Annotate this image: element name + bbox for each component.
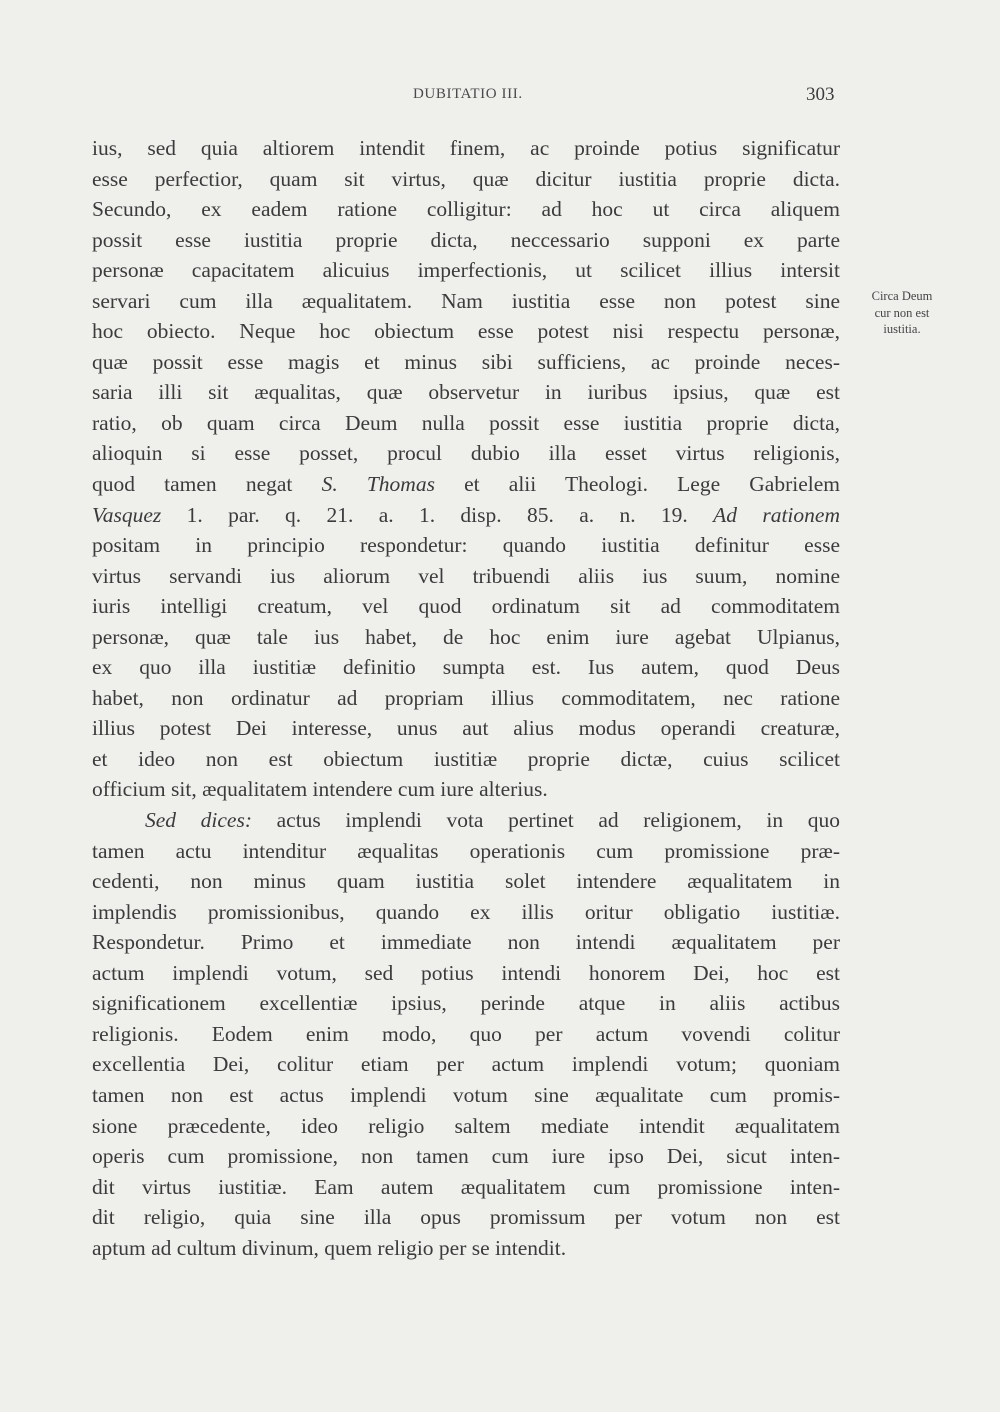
text-segment: possit esse iustitia proprie dicta, neccessario supponi ex parte [92,227,840,252]
text-segment: sione præcedente, ideo religio saltem mediate intendit æqualitatem [92,1113,840,1138]
text-segment: saria illi sit æqualitas, quæ observetur in iuribus ipsius, quæ est [92,380,840,405]
text-segment: actus implendi vota pertinet ad religionem, in quo [252,808,840,833]
text-line [92,438,840,469]
text-line [92,774,840,805]
text-segment: ratio, ob quam circa Deum nulla possit esse iustitia proprie dicta, [92,410,840,435]
text-line [92,622,840,653]
text-segment: operis cum promissione, non tamen cum iure ipso Dei, sicut inten- [92,1144,840,1169]
text-segment: et alii Theologi. Lege Gabrielem [434,472,841,497]
text-line [92,1202,840,1233]
marginal-note-line: iustitia. [883,322,921,336]
text-segment: habet, non ordinatur ad propriam illius commoditatem, nec ratione [92,685,840,710]
text-line [92,744,840,775]
text-segment: Secundo, ex eadem ratione colligitur: ad hoc ut circa aliquem [92,197,840,222]
text-line [92,255,840,286]
text-line [92,927,840,958]
text-line [92,1080,840,1111]
text-line [92,988,840,1019]
text-segment: Respondetur. Primo et immediate non intendi æqualitatem per [92,930,840,955]
text-line [92,500,840,531]
text-segment: religionis. Eodem enim modo, quo per actum vovendi colitur [92,1021,840,1046]
text-segment: personæ, quæ tale ius habet, de hoc enim iure agebat Ulpianus, [92,624,840,649]
text-line [92,836,840,867]
text-segment: hoc obiecto. Neque hoc obiectum esse potest nisi respectu personæ, [92,319,840,344]
text-segment: virtus servandi ius aliorum vel tribuendi aliis ius suum, nomine [92,563,840,588]
page-number: 303 [806,84,835,105]
text-segment: tamen actu intenditur æqualitas operationis cum promissione præ- [92,838,840,863]
running-head: DUBITATIO III. [413,86,523,102]
text-segment: alioquin si esse posset, procul dubio illa esset virtus religionis, [92,441,840,466]
text-segment: quod tamen negat [92,472,322,497]
marginal-note-line: cur non est [874,305,930,320]
text-line [92,133,840,164]
text-line [92,1233,840,1264]
text-segment: dit religio, quia sine illa opus promissum per votum non est [92,1205,840,1230]
text-line [92,286,840,317]
text-line [92,316,840,347]
text-line [92,805,840,836]
text-line [92,561,840,592]
marginal-note [850,288,954,338]
text-line [92,408,840,439]
text-line [92,1049,840,1080]
marginal-note-line: Circa Deum [871,289,933,303]
text-segment: quæ possit esse magis et minus sibi sufficiens, ac proinde neces- [92,349,840,374]
text-line [92,377,840,408]
text-segment: aptum ad cultum divinum, quem religio per se intendit. [92,1235,567,1260]
body-text [92,133,840,1263]
text-line [92,1172,840,1203]
text-segment: ex quo illa iustitiæ definitio sumpta est. Ius autem, quod Deus [92,655,840,680]
text-line [92,194,840,225]
text-segment: officium sit, æqualitatem intendere cum iure alterius. [92,777,548,802]
text-segment: illius potest Dei interesse, unus aut alius modus operandi creaturæ, [92,716,840,741]
text-line [92,469,840,500]
text-segment: cedenti, non minus quam iustitia solet intendere æqualitatem in [92,869,840,894]
text-line [92,347,840,378]
text-line [92,591,840,622]
text-line [92,866,840,897]
text-segment: esse perfectior, quam sit virtus, quæ dicitur iustitia proprie dicta. [92,166,840,191]
italic-text: Ad rationem [713,502,840,527]
text-segment: positam in principio respondetur: quando iustitia definitur esse [92,533,840,558]
text-line [92,958,840,989]
italic-text: Sed dices: [145,808,252,833]
text-line [92,713,840,744]
text-segment: significationem excellentiæ ipsius, perinde atque in aliis actibus [92,991,840,1016]
text-segment: 1. par. q. 21. a. 1. disp. 85. a. n. 19. [161,502,714,527]
text-line [92,225,840,256]
text-segment: servari cum illa æqualitatem. Nam iustitia esse non potest sine [92,288,840,313]
text-segment: ius, sed quia altiorem intendit finem, ac proinde potius significatur [92,136,840,160]
text-segment: tamen non est actus implendi votum sine æqualitate cum promis- [92,1082,840,1107]
text-segment: iuris intelligi creatum, vel quod ordinatum sit ad commoditatem [92,594,840,619]
text-segment: excellentia Dei, colitur etiam per actum implendi votum; quoniam [92,1052,840,1077]
text-segment: personæ capacitatem alicuius imperfectionis, ut scilicet illius intersit [92,258,840,283]
text-line [92,1111,840,1142]
text-segment: et ideo non est obiectum iustitiæ proprie dictæ, cuius scilicet [92,746,840,771]
text-line [92,897,840,928]
text-line [92,530,840,561]
text-line [92,683,840,714]
text-segment: actum implendi votum, sed potius intendi honorem Dei, hoc est [92,960,840,985]
text-line [92,1141,840,1172]
text-segment: dit virtus iustitiæ. Eam autem æqualitatem cum promissione inten- [92,1174,840,1199]
text-line [92,1019,840,1050]
italic-text: Vasquez [92,502,162,527]
text-line [92,164,840,195]
italic-text: S. Thomas [321,472,435,497]
text-segment: implendis promissionibus, quando ex illis oritur obligatio iustitiæ. [92,899,840,924]
text-line [92,652,840,683]
